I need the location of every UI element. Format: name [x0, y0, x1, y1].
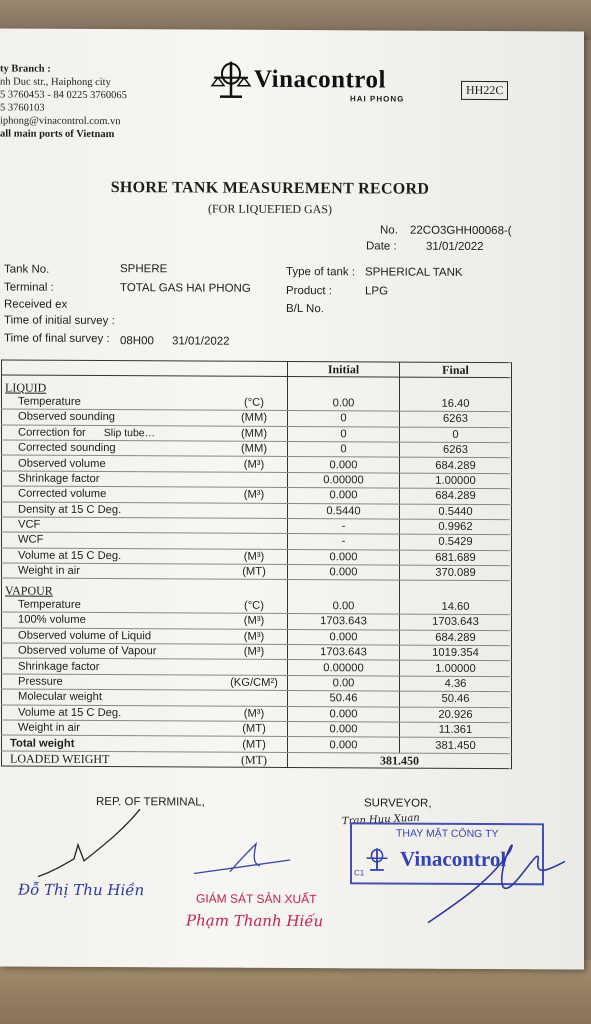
row-unit: [221, 690, 288, 706]
row-unit: (M³): [221, 549, 288, 565]
row-label-text: Shrinkage factor: [18, 660, 100, 673]
branch-line: ty Branch :: [0, 63, 51, 75]
row-final-value: 0.5429: [400, 534, 512, 550]
surveyor-name-handwritten: Tran Huu Xuan: [341, 812, 421, 828]
row-label: [2, 643, 222, 660]
unit-cell: [221, 580, 288, 599]
row-label: [2, 689, 222, 706]
row-initial-value: 0.000: [288, 457, 400, 473]
row-unit: (M³): [221, 456, 288, 472]
row-unit: (M³): [221, 487, 288, 503]
loaded-weight-unit: (MT): [221, 752, 288, 768]
row-unit: [221, 518, 288, 534]
row-label: [2, 471, 222, 488]
section-title-text: LIQUID: [5, 380, 47, 395]
row-label-text: Observed volume of Liquid: [18, 629, 152, 643]
row-label-text: Weight in air: [18, 564, 80, 578]
initial-cell: [288, 377, 400, 396]
surveyor-signature: [420, 831, 570, 942]
row-label: [2, 628, 222, 645]
section-title: [2, 578, 222, 598]
row-label-text: Observed volume of Vapour: [18, 644, 157, 658]
row-label: [2, 548, 222, 565]
ref-no-value: 22CO3GHH00068-(: [410, 224, 512, 238]
row-label-text: Molecular weight: [18, 690, 102, 704]
row-unit: [221, 503, 288, 519]
measurement-table-body: [2, 360, 512, 769]
row-unit: (MT): [221, 721, 288, 737]
section-title-text: VAPOUR: [5, 583, 53, 598]
branch-line: iphong@vinacontrol.com.vn: [0, 115, 121, 128]
measurement-table: [1, 359, 512, 769]
row-final-value: 684.289: [400, 457, 512, 473]
tank-type-value: SPHERICAL TANK: [365, 266, 463, 279]
row-unit: (KG/CM²): [221, 675, 288, 691]
document-sheet: [0, 28, 584, 969]
ref-no-label: No.: [380, 224, 398, 237]
row-label: [2, 501, 222, 518]
row-initial-value: 0: [288, 426, 400, 442]
row-final-value: 11.361: [400, 722, 512, 738]
row-label: [2, 409, 222, 426]
ref-date-value: 31/01/2022: [426, 240, 484, 254]
final-survey-date: 31/01/2022: [172, 335, 230, 348]
row-label: [2, 532, 222, 549]
row-unit: (M³): [221, 644, 288, 660]
row-unit: (°C): [221, 598, 288, 613]
row-label-text: Weight in air: [18, 721, 80, 735]
row-unit: (°C): [221, 395, 288, 410]
row-label-text: Volume at 15 C Deg.: [18, 706, 122, 719]
total-weight-label: Total weight: [2, 735, 222, 752]
desk-background-bottom: [0, 960, 591, 1024]
final-cell: [400, 377, 512, 396]
terminal-value: TOTAL GAS HAI PHONG: [120, 282, 251, 295]
logo-subtitle: HAI PHONG: [350, 94, 405, 104]
row-initial-value: 50.46: [288, 691, 400, 707]
supervisor-name: Phạm Thanh Hiếu: [186, 911, 324, 931]
section-title: [2, 375, 222, 395]
row-final-value: 684.289: [400, 630, 512, 646]
row-label: [2, 486, 222, 503]
header-blank: [2, 360, 222, 377]
row-initial-value: 0.00: [288, 599, 400, 614]
row-label: [2, 440, 222, 457]
loaded-weight-label: LOADED WEIGHT: [2, 751, 222, 768]
unit-cell: [221, 377, 288, 396]
row-unit: (MM): [221, 441, 288, 457]
row-final-value: 4.36: [400, 676, 512, 692]
received-ex-label: Received ex: [4, 298, 68, 311]
row-initial-value: 0.000: [288, 721, 400, 737]
branch-address: [0, 62, 127, 141]
product-label: Product :: [286, 284, 333, 298]
row-label-text: Observed volume: [18, 457, 106, 470]
row-label: [2, 720, 222, 737]
row-label-text: Temperature: [18, 395, 81, 408]
initial-cell: [288, 580, 400, 599]
row-initial-value: 0.000: [288, 488, 400, 504]
final-cell: [400, 581, 512, 600]
row-initial-value: 0.000: [288, 629, 400, 645]
row-initial-value: 1703.643: [288, 645, 400, 661]
row-label-text: Observed sounding: [18, 410, 116, 424]
row-extra-text: Slip tube…: [103, 426, 156, 440]
row-final-value: 0.5440: [400, 504, 512, 520]
row-unit: [221, 533, 288, 549]
row-final-value: 1019.354: [400, 645, 512, 661]
product-value: LPG: [365, 285, 389, 298]
row-label-text: Shrinkage factor: [18, 472, 100, 485]
terminal-signature: [34, 805, 144, 886]
ref-date-label: Date :: [366, 240, 397, 253]
row-initial-value: 0.00: [288, 396, 400, 411]
row-label-text: Corrected sounding: [18, 441, 116, 455]
bl-no-label: B/L No.: [286, 302, 324, 316]
row-label: [2, 705, 222, 722]
row-unit: (MM): [221, 426, 288, 442]
row-initial-value: 0.00000: [288, 472, 400, 488]
row-label-text: Corrected volume: [18, 487, 107, 501]
branch-line: 5 3760453 - 84 0225 3760065: [0, 89, 127, 102]
form-code: HH22C: [461, 81, 508, 100]
row-final-value: 0: [400, 427, 512, 443]
initial-survey-label: Time of initial survey :: [4, 314, 115, 328]
row-initial-value: 0: [288, 411, 400, 427]
row-final-value: 6263: [400, 411, 512, 427]
row-unit: (MT): [221, 564, 288, 580]
final-survey-label: Time of final survey :: [4, 332, 110, 346]
row-initial-value: -: [288, 534, 400, 550]
row-final-value: 1.00000: [400, 660, 512, 676]
final-survey-time: 08H00: [120, 335, 154, 348]
row-label: [2, 658, 222, 675]
terminal-label: Terminal :: [4, 281, 54, 294]
row-final-value: 14.60: [400, 599, 512, 614]
row-label: [2, 563, 222, 580]
row-unit: (M³): [221, 706, 288, 722]
branch-line: all main ports of Vietnam: [0, 128, 115, 141]
row-final-value: 1.00000: [400, 473, 512, 489]
row-final-value: 0.9962: [400, 519, 512, 535]
row-label-text: 100% volume: [18, 614, 86, 627]
scales-emblem-icon: [210, 60, 252, 100]
stamp-line: THAY MẶT CÔNG TY: [396, 827, 499, 841]
row-final-value: 6263: [400, 442, 512, 458]
row-label-text: Volume at 15 C Deg.: [18, 549, 122, 562]
loaded-weight-value: 381.450: [288, 752, 512, 769]
loaded-weight-row: [2, 751, 512, 769]
row-unit: (MM): [221, 410, 288, 426]
row-initial-value: 0.000: [288, 565, 400, 581]
row-label-text: Correction for: [18, 426, 86, 439]
row-label-text: Temperature: [18, 598, 81, 611]
stamp-emblem-icon: [364, 846, 390, 872]
row-label: [2, 517, 222, 534]
signer-name-handwritten: Đỗ Thị Thu Hiền: [18, 880, 145, 900]
row-label-text: WCF: [18, 534, 44, 547]
surveyor-label: SURVEYOR,: [364, 797, 432, 810]
rep-of-terminal-label: REP. OF TERMINAL,: [96, 795, 205, 809]
row-label: [2, 425, 222, 442]
header-unit-blank: [221, 361, 288, 377]
row-unit: (M³): [221, 613, 288, 629]
row-initial-value: 1703.643: [288, 614, 400, 630]
row-final-value: 50.46: [400, 691, 512, 707]
row-label-text: VCF: [18, 518, 41, 531]
row-final-value: 16.40: [400, 396, 512, 411]
row-initial-value: 0.00: [288, 675, 400, 691]
row-unit: [221, 660, 288, 676]
row-label: [2, 612, 222, 629]
row-label: [2, 597, 222, 613]
row-initial-value: 0.00000: [288, 660, 400, 676]
document-title: SHORE TANK MEASUREMENT RECORD: [110, 179, 430, 198]
branch-line: nh Duc str., Haiphong city: [0, 76, 111, 89]
row-label: [2, 455, 222, 472]
header-final: Final: [400, 362, 512, 378]
row-final-value: 370.089: [400, 565, 512, 581]
row-final-value: 684.289: [400, 488, 512, 504]
row-label-text: Density at 15 C Deg.: [18, 503, 122, 516]
row-initial-value: 0.5440: [288, 503, 400, 519]
supervisor-initials-signature: [190, 839, 300, 880]
row-label-text: Pressure: [18, 675, 63, 688]
row-unit: [221, 472, 288, 488]
logo-wordmark: Vinacontrol: [254, 65, 386, 94]
header-initial: Initial: [288, 361, 400, 377]
row-unit: (M³): [221, 629, 288, 645]
row-initial-value: 0.000: [288, 706, 400, 722]
row-final-value: 1703.643: [400, 614, 512, 630]
tank-no-label: Tank No.: [4, 263, 50, 276]
row-label: [2, 674, 222, 691]
row-final-value: 681.689: [400, 550, 512, 566]
total-weight-initial: 0.000: [288, 737, 400, 753]
document-subtitle: (FOR LIQUEFIED GAS): [208, 201, 332, 217]
branch-line: 5 3760103: [0, 102, 45, 114]
total-weight-unit: (MT): [221, 737, 288, 753]
row-final-value: 20.926: [400, 707, 512, 723]
row-initial-value: 0: [288, 441, 400, 457]
stamp-code: C1: [354, 868, 365, 878]
row-initial-value: 0.000: [288, 549, 400, 565]
row-initial-value: -: [288, 518, 400, 534]
row-label: [2, 394, 222, 410]
tank-no-value: SPHERE: [120, 263, 168, 276]
stamp-brand: Vinacontrol: [400, 846, 507, 872]
total-weight-final: 381.450: [400, 737, 512, 753]
supervisor-title: GIÁM SÁT SẢN XUẤT: [196, 891, 317, 907]
tank-type-label: Type of tank :: [286, 265, 356, 279]
